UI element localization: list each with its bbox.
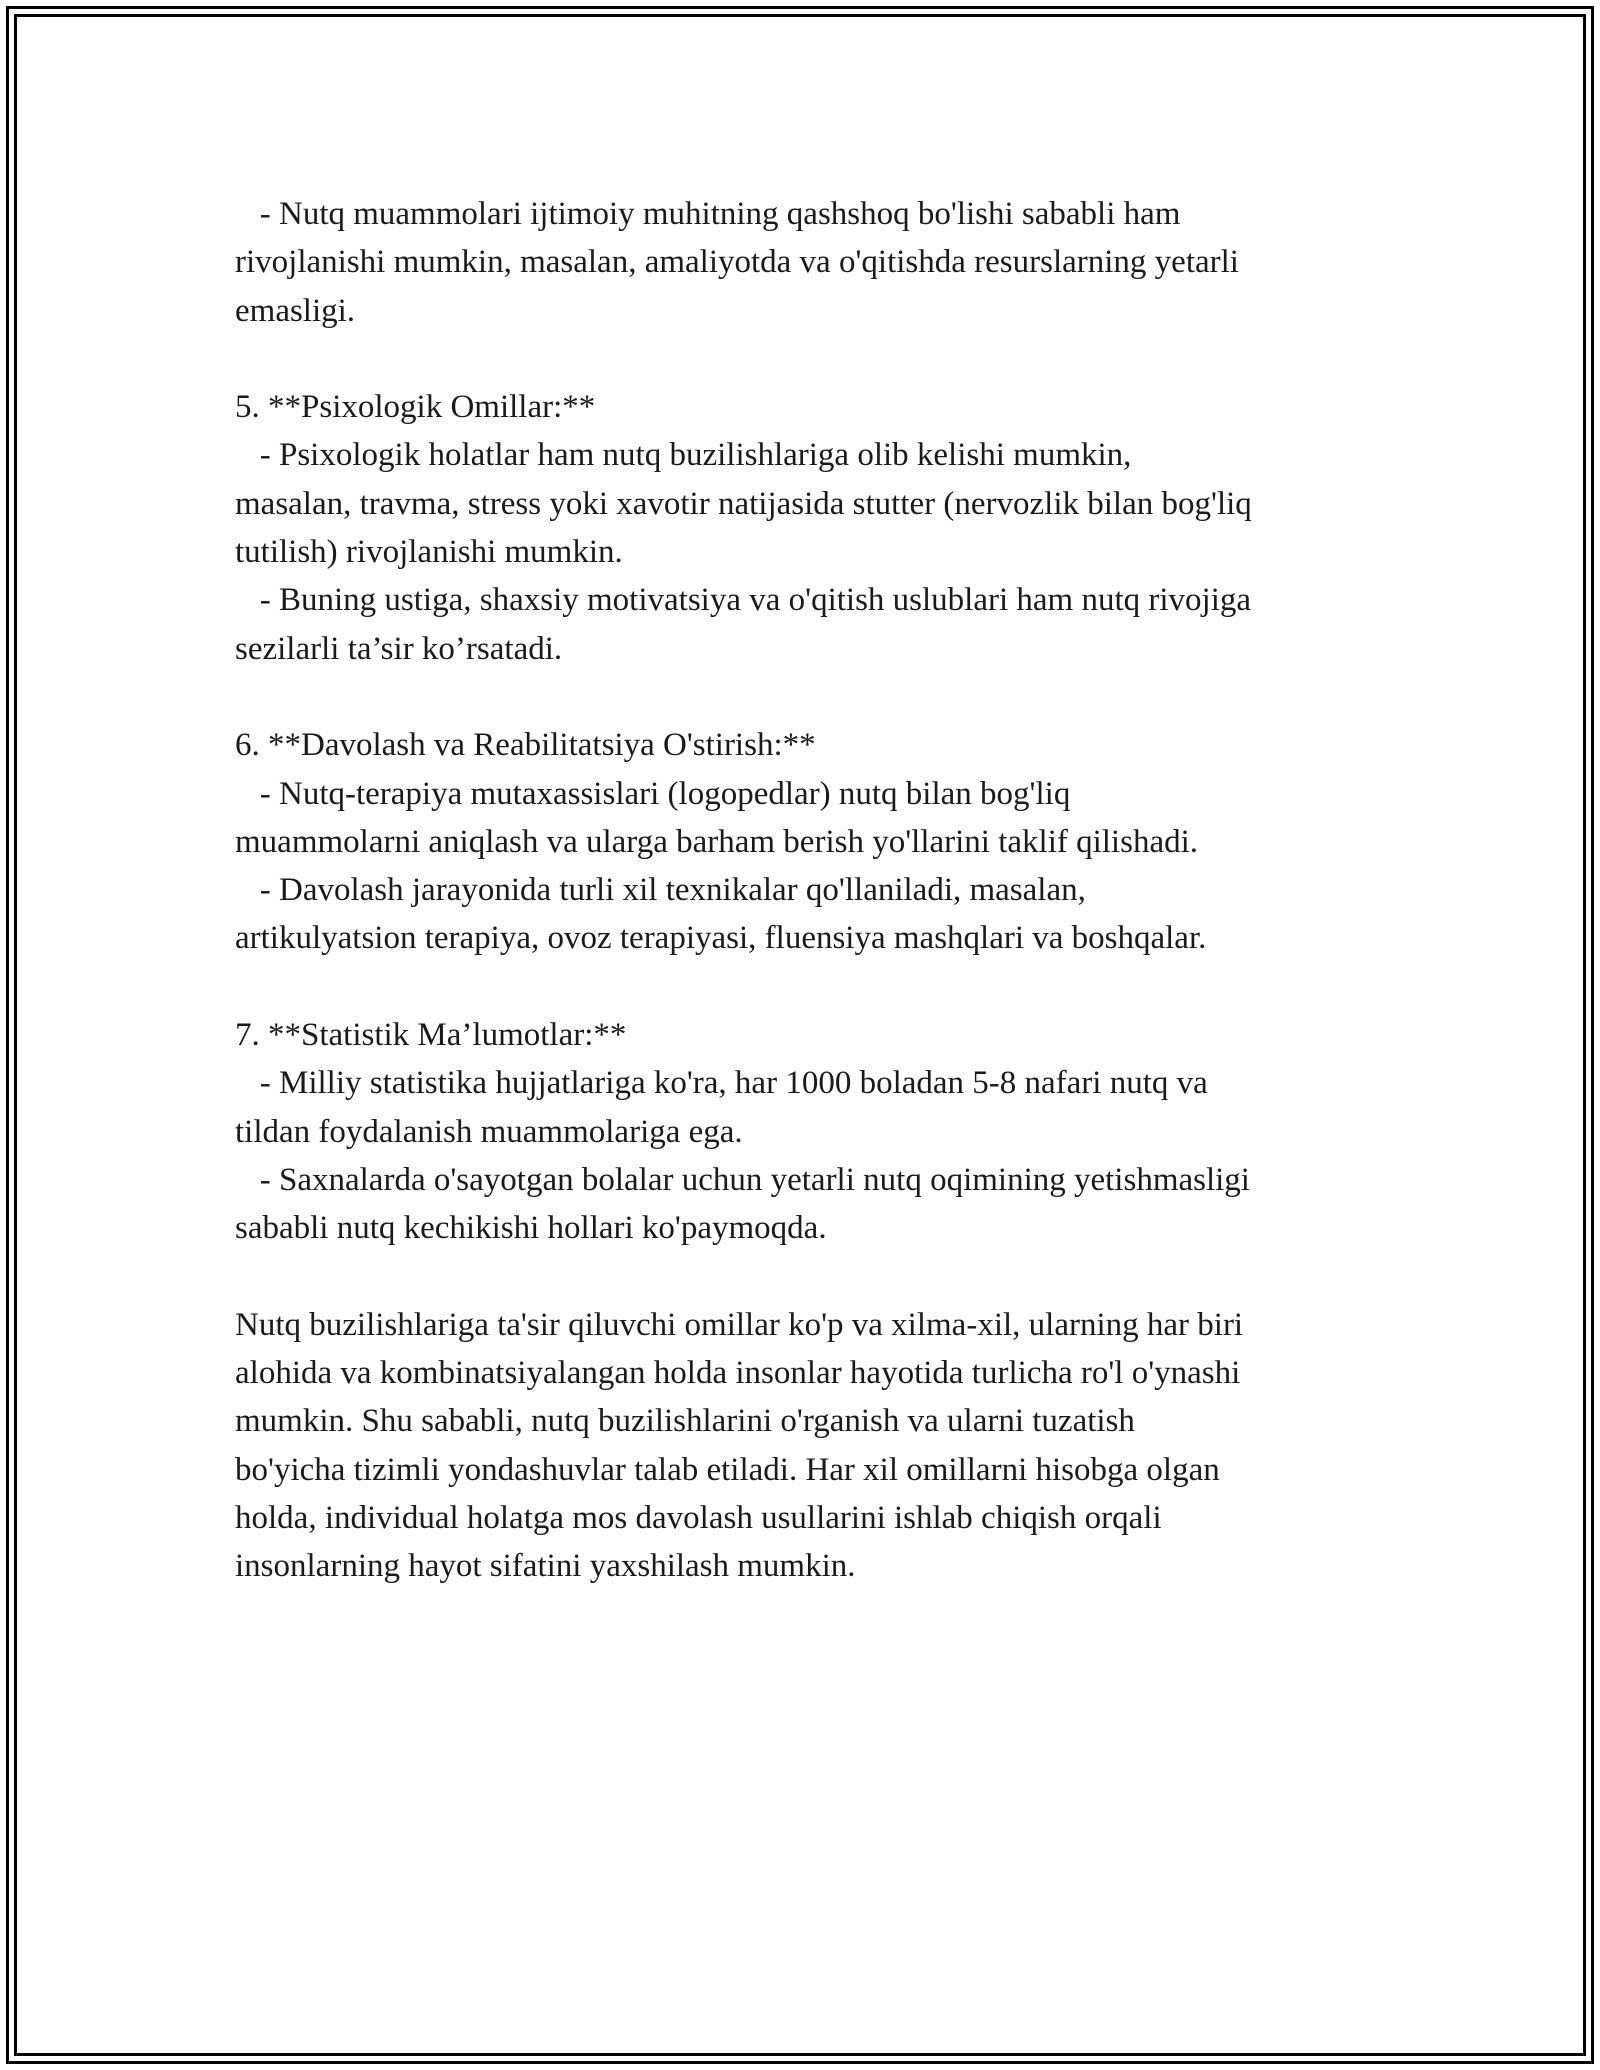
- text-line: holda, individual holatga mos davolash usullarini ishlab chiqish orqali: [235, 1500, 1162, 1537]
- section-statistics: [235, 1011, 1395, 1252]
- section-treatment-rehabilitation: [235, 721, 1395, 962]
- text-line: sababli nutq kechikishi hollari ko'paymoqda.: [235, 1210, 827, 1247]
- text-line: - Saxnalarda o'sayotgan bolalar uchun yetarli nutq oqimining yetishmasligi: [235, 1161, 1250, 1198]
- section-heading: 5. **Psixologik Omillar:**: [235, 389, 596, 426]
- section-psychological-factors: [235, 383, 1395, 673]
- text-line: - Buning ustiga, shaxsiy motivatsiya va o'qitish uslublari ham nutq rivojiga: [235, 582, 1252, 619]
- text-line: - Nutq-terapiya mutaxassislari (logopedlar) nutq bilan bog'liq: [235, 775, 1071, 812]
- text-line: emasligi.: [235, 292, 356, 329]
- text-line: - Milliy statistika hujjatlariga ko'ra, har 1000 boladan 5-8 nafari nutq va: [235, 1065, 1208, 1102]
- text-line: artikulyatsion terapiya, ovoz terapiyasi, fluensiya mashqlari va boshqalar.: [235, 920, 1207, 957]
- paragraph-gap: [235, 963, 1395, 1011]
- text-line: - Davolash jarayonida turli xil texnikalar qo'llaniladi, masalan,: [235, 872, 1086, 909]
- text-line: alohida va kombinatsiyalangan holda insonlar hayotida turlicha ro'l o'ynashi: [235, 1355, 1241, 1392]
- paragraph-gap: [235, 335, 1395, 383]
- section-heading: 6. **Davolash va Reabilitatsiya O'stirish:**: [235, 727, 816, 764]
- text-line: tildan foydalanish muammolariga ega.: [235, 1113, 743, 1150]
- paragraph-conclusion: [235, 1301, 1395, 1591]
- document-body: [235, 190, 1395, 1591]
- text-line: muammolarni aniqlash va ularga barham berish yo'llarini taklif qilishadi.: [235, 823, 1199, 860]
- section-heading: 7. **Statistik Ma’lumotlar:**: [235, 1017, 627, 1054]
- text-line: rivojlanishi mumkin, masalan, amaliyotda va o'qitishda resurslarning yetarli: [235, 244, 1239, 281]
- text-line: - Psixologik holatlar ham nutq buzilishlariga olib kelishi mumkin,: [235, 437, 1132, 474]
- paragraph-gap: [235, 1253, 1395, 1301]
- text-line: insonlarning hayot sifatini yaxshilash mumkin.: [235, 1548, 856, 1585]
- paragraph-social-environment: [235, 190, 1395, 335]
- text-line: bo'yicha tizimli yondashuvlar talab etiladi. Har xil omillarni hisobga olgan: [235, 1451, 1220, 1488]
- paragraph-gap: [235, 673, 1395, 721]
- text-line: sezilarli ta’sir ko’rsatadi.: [235, 630, 563, 667]
- text-line: mumkin. Shu sababli, nutq buzilishlarini o'rganish va ularni tuzatish: [235, 1403, 1135, 1440]
- text-line: masalan, travma, stress yoki xavotir natijasida stutter (nervozlik bilan bog'liq: [235, 485, 1252, 522]
- text-line: - Nutq muammolari ijtimoiy muhitning qashshoq bo'lishi sababli ham: [235, 196, 1181, 232]
- text-line: Nutq buzilishlariga ta'sir qiluvchi omillar ko'p va xilma-xil, ularning har biri: [235, 1306, 1244, 1343]
- text-line: tutilish) rivojlanishi mumkin.: [235, 534, 623, 571]
